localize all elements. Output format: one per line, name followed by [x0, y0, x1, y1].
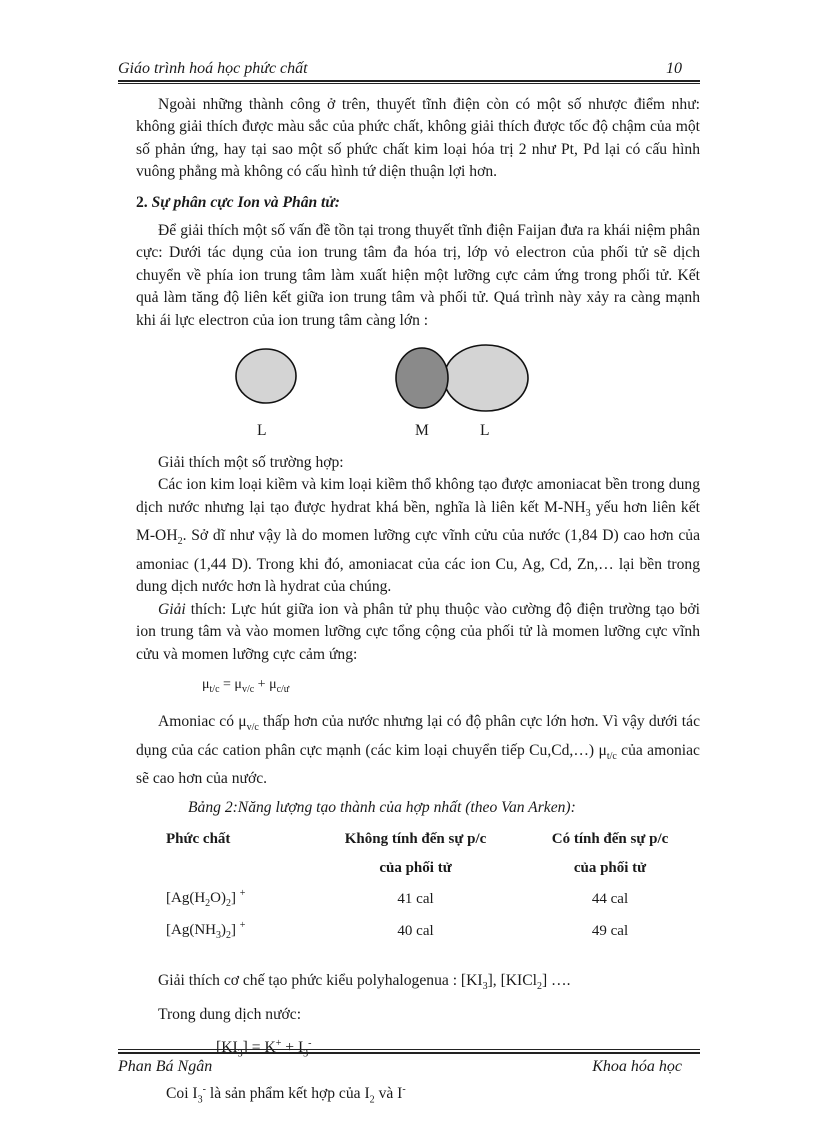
table-header-row-2 [166, 854, 700, 883]
formula-sub-vc: v/c [241, 683, 255, 695]
table-caption: Bảng 2:Năng lượng tạo thành của hợp nhất (theo Van Arken): [188, 798, 576, 816]
mu-symbol: μ [598, 741, 607, 759]
formula-part: ] [230, 889, 240, 906]
formula-sub-tc: t/c [209, 683, 220, 695]
paragraph-6 [136, 711, 700, 790]
formula-sup: + [239, 887, 246, 899]
table-row [166, 915, 700, 947]
p9-sup-1: - [202, 1084, 206, 1096]
p9-sub-1: 3 [197, 1094, 203, 1106]
header-title: Giáo trình hoá học phức chất [118, 60, 308, 77]
p6-text-b: thấp hơn của nước nhưng lại có độ phân cực lớn hơn. Vì vậy dưới tác dụng của các cation phân cực mạnh (các kim loại chuyển tiếp Cu,Cd,…) [136, 713, 700, 759]
p9-text-a: Coi I [166, 1085, 198, 1103]
paragraph-7 [136, 970, 700, 999]
formula-plus: + [254, 676, 270, 692]
formula-sub: 2 [226, 930, 231, 942]
formula-sub: 2 [205, 897, 211, 909]
table-header-row [166, 825, 700, 854]
table-header [166, 854, 311, 883]
eq-sub: 3 [303, 1048, 309, 1060]
formula-sub-cu: c/ư [276, 683, 290, 695]
table-header: Phức chất [166, 831, 231, 848]
mu-symbol: μ [202, 676, 210, 692]
page-header [118, 56, 700, 80]
table-cell: 40 cal [397, 923, 434, 940]
paragraph-2: Để giải thích một số vấn đề tồn tại trong thuyết tĩnh điện Faijan đưa ra khái niệm phân cực: Dưới tác dụng của ion trung tâm đa hóa trị, lớp vỏ electron của phối tử sẽ dịch chuyển về phía ion trung tâm làm xuất hiện một lưỡng cực cảm ứng trong phối tử. Kết quả làm tăng độ liên kết giữa ion trung tâm và phối tử. Quá trình này xảy ra càng mạnh khi ái lực electron của ion trung tâm càng lớn : [136, 222, 700, 329]
eq-sup: - [308, 1037, 312, 1049]
formula-sub: 2 [225, 897, 231, 909]
heading-text: Sự phân cực Ion và Phân tử: [151, 193, 340, 211]
p6-text-c: của amoniac sẽ cao hơn của nước. [136, 741, 700, 788]
eq-part: ] = [242, 1038, 265, 1056]
paragraph-5 [136, 599, 700, 666]
page-content [136, 94, 700, 1112]
p4-text-c: . Sở dĩ như vậy là do momen lưỡng cực vĩnh cửu của nước (1,84 D) cao hơn của amoniac (1,44 D). Trong khi đó, amoniacat của các ion Cu, Ag, Cd, Zn,… lại bền trong dung dịch nước hơn là hydrat của chúng. [136, 527, 700, 596]
p6-sub-2: t/c [606, 750, 617, 762]
label-ligand-right: L [480, 422, 490, 440]
moment-formula [136, 674, 700, 701]
table-cell: 49 cal [591, 923, 629, 940]
p5-text: thích: Lực hút giữa ion và phân tử phụ thuộc vào cường độ điện trường tạo bởi ion trung tâm và vào momen lưỡng cực tổng cộng của phối tử là momen lưỡng cực vĩnh cửu và momen lưỡng cực cảm ứng: [136, 600, 700, 663]
paragraph-1: Ngoài những thành công ở trên, thuyết tĩnh điện còn có một số nhược điểm như: không giải thích được màu sắc của phức chất, không giải thích được tốc độ chậm của một số phản ứng, hay tại sao một số phức chất kim loại hóa trị 2 như Pt, Pd lại có cấu hình vuông phẳng mà không có cấu hình tứ diện thuận lợi hơn. [136, 96, 700, 181]
heading-number: 2. [136, 193, 148, 211]
formula-part: ] [231, 922, 240, 939]
ligand-ellipse-left [236, 349, 296, 403]
eq-sup: + [275, 1037, 282, 1049]
paragraph-8: Trong dung dịch nước: [158, 1006, 302, 1024]
footer-rule [118, 1052, 700, 1054]
label-ligand-left: L [257, 422, 267, 440]
header-rule [118, 80, 700, 82]
formula-sup: + [239, 920, 246, 932]
table-header: Không tính đến sự p/c [344, 831, 487, 848]
formula-part: O) [210, 889, 226, 906]
eq-part: [KI [216, 1038, 238, 1056]
header-rule-thin [118, 83, 700, 84]
eq-part: + I [281, 1038, 304, 1056]
table-cell-complex [166, 883, 311, 915]
p9-text-c: và I [374, 1085, 403, 1103]
table-cell: 41 cal [397, 890, 434, 907]
p4-sub-2: 2 [177, 536, 183, 548]
formula-part: [Ag(NH [166, 922, 216, 939]
p7-text-a: Giải thích cơ chế tạo phức kiểu polyhalogenua : [KI [158, 971, 483, 989]
table-cell-complex [166, 915, 311, 947]
formula-part: ) [221, 922, 226, 939]
p7-sub-2: 2 [536, 980, 542, 992]
eq-sub: 3 [237, 1048, 243, 1060]
mu-symbol: μ [269, 676, 277, 692]
p7-sub-1: 3 [482, 980, 488, 992]
p9-text-b: là sản phẩm kết hợp của I [205, 1085, 370, 1103]
formula-part: [Ag(H [166, 889, 206, 906]
p6-sub: v/c [246, 722, 259, 734]
paragraph-4 [136, 474, 700, 598]
table-header: Có tính đến sự p/c [551, 831, 669, 848]
label-metal: M [415, 422, 429, 440]
footer-author: Phan Bá Ngân [118, 1058, 213, 1075]
eq-part: K [264, 1038, 276, 1056]
energy-table [166, 825, 700, 948]
formula-equals: = [219, 676, 235, 692]
formula-sub: 3 [216, 930, 221, 942]
table-cell: 44 cal [591, 890, 629, 907]
polarization-figure [136, 340, 700, 452]
p7-text-b: ], [KICl [487, 971, 537, 989]
paragraph-9 [136, 1079, 700, 1112]
p4-text-a: Các ion kim loại kiềm và kim loại kiềm thổ không tạo được amoniacat bền trong dung dịch nước nhưng lại tạo được hydrat khá bền, nghĩa là liên kết M-NH [136, 476, 700, 516]
mu-symbol: μ [238, 713, 247, 731]
p7-text-c: ] …. [541, 971, 571, 989]
p4-text-b: yếu hơn liên kết M-OH [136, 498, 700, 545]
p6-text-a: Amoniac có [158, 713, 239, 731]
page-number: 10 [666, 60, 682, 77]
section-heading [136, 192, 700, 214]
paragraph-3: Giải thích một số trường hợp: [158, 454, 344, 472]
table-row [166, 883, 700, 915]
p5-lead: Giải [158, 600, 186, 618]
p4-sub-1: 3 [585, 507, 591, 519]
table-header: của phối tử [379, 860, 452, 877]
table-header: của phối tử [573, 860, 647, 877]
metal-ellipse [396, 348, 448, 408]
ligand-ellipse-right [444, 345, 528, 411]
p9-sup-2: - [402, 1084, 406, 1096]
p9-sub-2: 2 [369, 1094, 375, 1106]
footer-department: Khoa hóa học [592, 1058, 682, 1075]
mu-symbol: μ [234, 676, 242, 692]
footer-rule-thin [118, 1049, 700, 1050]
